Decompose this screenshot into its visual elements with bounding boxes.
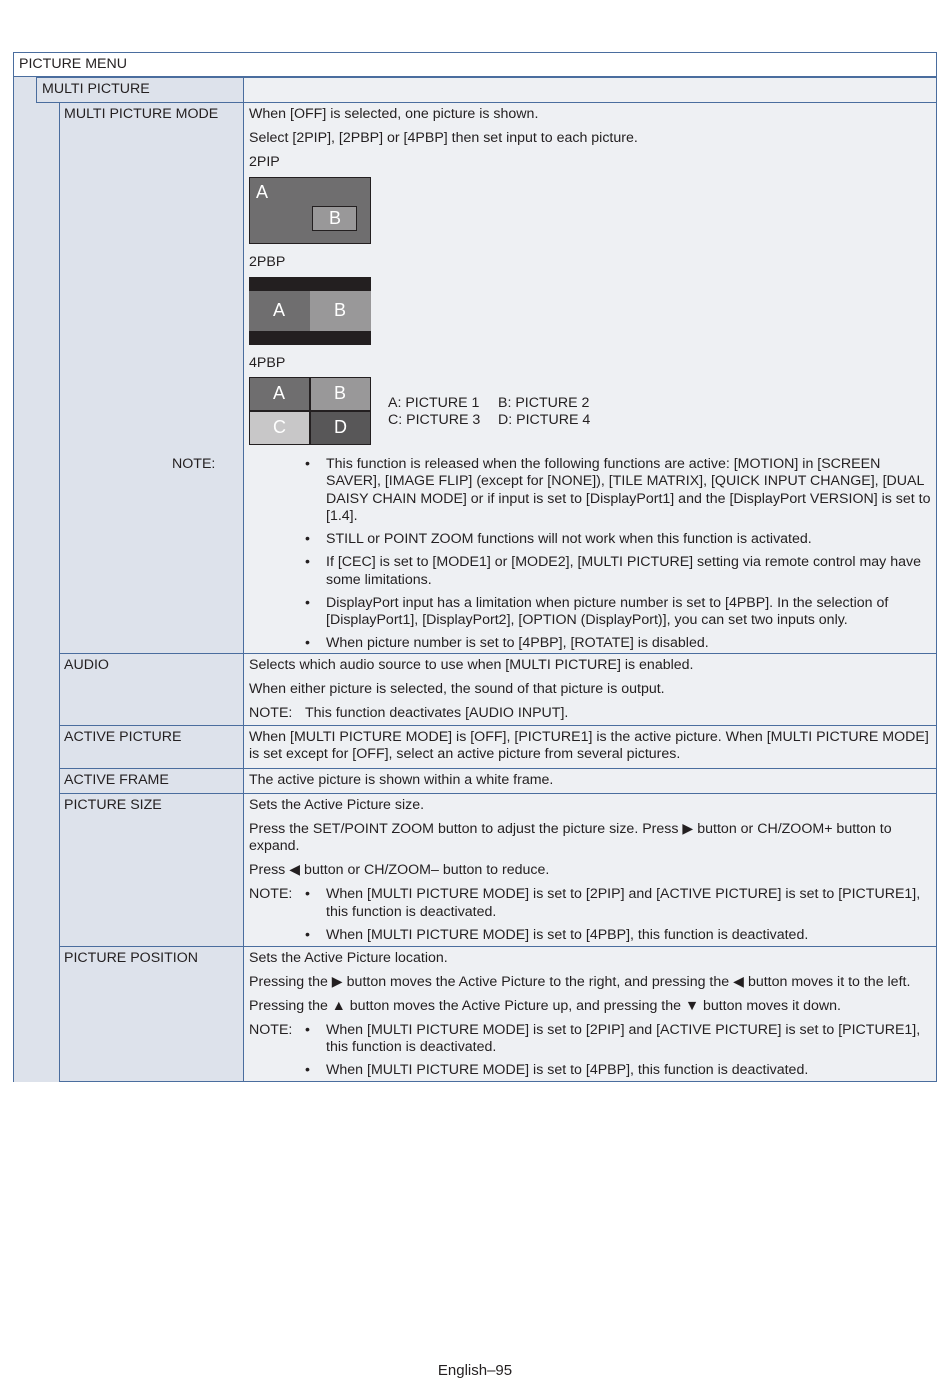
bullet: • (305, 1062, 310, 1079)
label-column-bg (59, 102, 244, 1082)
hline-submenu-top (36, 77, 937, 78)
letter-c: C (273, 417, 286, 437)
legend-d: D: PICTURE 4 (498, 412, 591, 428)
note-text: If [CEC] is set to [MODE1] or [MODE2], [MULTI PICTURE] setting via remote control may have some limitations. (326, 554, 921, 588)
picture-position-p1: Sets the Active Picture location. (249, 950, 448, 966)
note-text: When picture number is set to [4PBP], [ROTATE] is disabled. (326, 635, 709, 652)
hline-active-picture (59, 725, 937, 726)
mode-intro (249, 106, 933, 178)
note-item (172, 456, 933, 526)
pane-b (311, 378, 370, 410)
label-picture-position: PICTURE POSITION (64, 950, 199, 966)
note-item (249, 595, 933, 630)
label-picture-size: PICTURE SIZE (64, 797, 162, 813)
letter-b: B (334, 383, 347, 403)
pane-b (310, 291, 371, 331)
bullet: • (305, 886, 310, 903)
letter-a: A (273, 383, 286, 403)
letter-b: B (329, 208, 342, 228)
mode-p2: Select [2PIP], [2PBP] or [4PBP] then set input to each picture. (249, 130, 638, 146)
page-number: English–95 (437, 1362, 513, 1379)
bullet: • (305, 926, 310, 943)
note-item (249, 886, 933, 921)
note-label: NOTE: (249, 705, 293, 721)
pane-c (250, 412, 309, 444)
fig-4pbp-label: 4PBP (249, 355, 286, 371)
submenu-right-bg (244, 77, 937, 102)
indent-column-1 (13, 77, 36, 1082)
border-left-indent2 (36, 77, 37, 102)
bullet: • (305, 456, 310, 472)
picture-size-p3: Press ◀ button or CH/ZOOM– button to reduce. (249, 862, 550, 879)
active-picture-content (249, 729, 933, 770)
bullet: • (305, 1022, 310, 1038)
letter-a: A (256, 182, 269, 202)
pane-a (249, 291, 310, 331)
active-frame-p1: The active picture is shown within a white frame. (249, 772, 554, 788)
label-active-picture: ACTIVE PICTURE (64, 729, 182, 745)
diagram-4pbp (249, 377, 371, 445)
fig-2pip-label: 2PIP (249, 154, 280, 170)
border-right (936, 52, 937, 1082)
note-item (249, 531, 933, 548)
note-label: NOTE: (249, 886, 293, 903)
note-text: When [MULTI PICTURE MODE] is set to [4PBP], this function is deactivated. (326, 1062, 809, 1079)
mode-p1: When [OFF] is selected, one picture is shown. (249, 106, 539, 122)
audio-p2: When either picture is selected, the sound of that picture is output. (249, 681, 665, 697)
diagram-2pip (249, 177, 371, 244)
pane-d (311, 412, 370, 444)
picture-size-content (249, 797, 933, 950)
menu-title: PICTURE MENU (19, 56, 127, 72)
legend-a: A: PICTURE 1 (388, 395, 480, 411)
note-text: When [MULTI PICTURE MODE] is set to [2PIP] and [ACTIVE PICTURE] is set to [PICTURE1], this function is deactivated. (326, 1022, 921, 1056)
border-content-divider (243, 77, 244, 1082)
note-item (249, 635, 933, 652)
note-text: STILL or POINT ZOOM functions will not work when this function is activated. (326, 531, 812, 548)
picture-size-p1: Sets the Active Picture size. (249, 797, 425, 813)
letter-a: A (273, 300, 286, 320)
bullet: • (305, 594, 310, 611)
note-item (249, 927, 933, 944)
note-item (249, 554, 933, 589)
menu-header-cell (13, 52, 937, 77)
hline-submenu-bottom (36, 102, 937, 103)
border-left-labels (59, 102, 60, 1082)
audio-p1: Selects which audio source to use when [MULTI PICTURE] is enabled. (249, 657, 694, 673)
note-text: This function deactivates [AUDIO INPUT]. (305, 705, 569, 721)
bullet: • (305, 554, 310, 571)
audio-note (249, 705, 933, 722)
indent-column-2 (36, 102, 59, 1082)
picture-position-content (249, 950, 933, 1085)
picture-position-p3: Pressing the ▲ button moves the Active Picture up, and pressing the ▼ button moves it down. (249, 998, 841, 1014)
bullet: • (305, 531, 310, 548)
picture-position-p2: Pressing the ▶ button moves the Active Picture to the right, and pressing the ◀ button moves it to the left. (249, 974, 911, 990)
note-item (249, 1062, 933, 1079)
note-label: NOTE: (172, 456, 216, 472)
active-picture-p1: When [MULTI PICTURE MODE] is [OFF], [PICTURE1] is the active picture. When [MULTI PICTURE MODE] is set except for [OFF], select an active picture from several pictures. (249, 729, 929, 763)
label-audio: AUDIO (64, 657, 109, 673)
legend-b: B: PICTURE 2 (498, 395, 590, 411)
letter-d: D (334, 417, 347, 437)
diagram-2pbp (249, 277, 371, 345)
bullet: • (305, 635, 310, 652)
letter-b: B (334, 300, 347, 320)
note-label: NOTE: (249, 1022, 293, 1038)
pane-a (250, 378, 309, 410)
legend-c: C: PICTURE 3 (388, 412, 481, 428)
border-left-outer (13, 52, 14, 1082)
label-multi-picture-mode: MULTI PICTURE MODE (64, 106, 219, 122)
sub-picture-b (312, 206, 357, 231)
active-frame-content (249, 772, 933, 796)
label-active-frame: ACTIVE FRAME (64, 772, 169, 788)
note-item (249, 1022, 933, 1057)
picture-size-p2: Press the SET/POINT ZOOM button to adjust the picture size. Press ▶ button or CH/ZOOM+ button to expand. (249, 821, 892, 855)
fig-2pbp-label: 2PBP (249, 254, 286, 270)
audio-content (249, 657, 933, 722)
submenu-title: MULTI PICTURE (42, 81, 150, 97)
note-text: When [MULTI PICTURE MODE] is set to [4PBP], this function is deactivated. (326, 926, 809, 943)
note-text: DisplayPort input has a limitation when picture number is set to [4PBP]. In the selection of [DisplayPort1], [DisplayPort2], [OPTION (DisplayPort)], you can set two inputs only. (326, 594, 889, 629)
note-text: This function is released when the following functions are active: [MOTION] in [SCREEN SAVER], [IMAGE FLIP] (except for [NONE]), [TILE MATRIX], [QUICK INPUT CHANGE], [DUAL DAISY CHAIN MODE] or if input is set to [DisplayPort1] and the [DisplayPort VERSION] is set to [1.4]. (326, 456, 931, 525)
mode-notes (172, 456, 933, 658)
note-text: When [MULTI PICTURE MODE] is set to [2PIP] and [ACTIVE PICTURE] is set to [PICTURE1], this function is deactivated. (326, 886, 921, 920)
